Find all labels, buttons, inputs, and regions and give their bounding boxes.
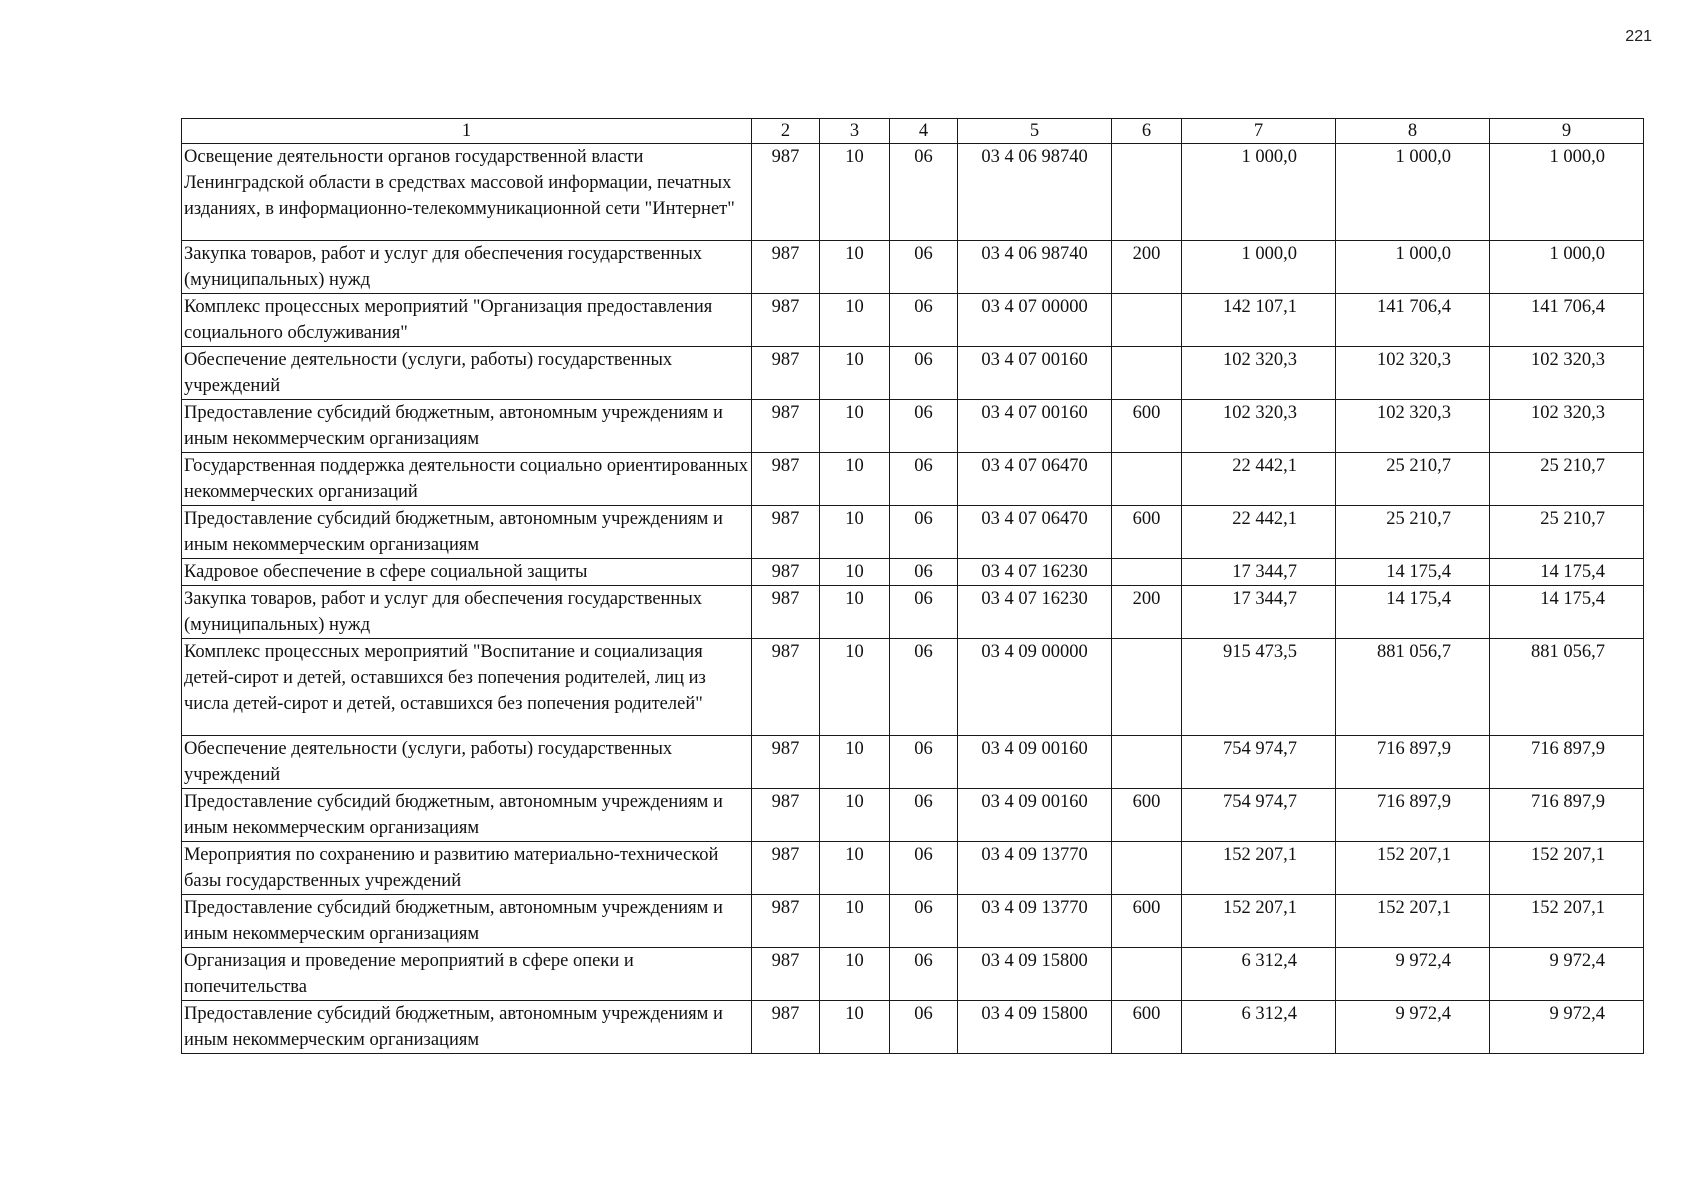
cell-col-8: 141 706,4 [1336, 294, 1490, 347]
cell-col-5: 03 4 09 13770 [958, 895, 1112, 948]
cell-col-9: 102 320,3 [1490, 400, 1644, 453]
cell-col-5: 03 4 09 00000 [958, 639, 1112, 736]
budget-table [181, 118, 1644, 1054]
cell-col-2: 987 [752, 736, 820, 789]
cell-col-3: 10 [820, 506, 890, 559]
cell-col-7: 17 344,7 [1182, 559, 1336, 586]
cell-col-8: 9 972,4 [1336, 948, 1490, 1001]
cell-col-5: 03 4 07 16230 [958, 559, 1112, 586]
cell-col-2: 987 [752, 506, 820, 559]
row-name: Комплекс процессных мероприятий "Воспитание и социализация детей-сирот и детей, оставшихся без попечения родителей, лиц из числа детей-сирот и детей, оставшихся без попечения родителей" [182, 639, 752, 736]
cell-col-7: 6 312,4 [1182, 948, 1336, 1001]
header-col-8: 8 [1336, 119, 1490, 144]
cell-col-7: 102 320,3 [1182, 400, 1336, 453]
row-name: Предоставление субсидий бюджетным, автономным учреждениям и иным некоммерческим организациям [182, 506, 752, 559]
cell-col-5: 03 4 09 00160 [958, 789, 1112, 842]
cell-col-5: 03 4 09 15800 [958, 1001, 1112, 1054]
table-row [182, 895, 1644, 948]
cell-col-3: 10 [820, 241, 890, 294]
cell-col-4: 06 [890, 294, 958, 347]
row-name: Предоставление субсидий бюджетным, автономным учреждениям и иным некоммерческим организациям [182, 1001, 752, 1054]
cell-col-3: 10 [820, 948, 890, 1001]
cell-col-8: 152 207,1 [1336, 895, 1490, 948]
cell-col-9: 102 320,3 [1490, 347, 1644, 400]
row-name: Закупка товаров, работ и услуг для обеспечения государственных (муниципальных) нужд [182, 586, 752, 639]
cell-col-8: 1 000,0 [1336, 241, 1490, 294]
cell-col-2: 987 [752, 639, 820, 736]
cell-col-9: 25 210,7 [1490, 506, 1644, 559]
cell-col-9: 881 056,7 [1490, 639, 1644, 736]
cell-col-6 [1112, 842, 1182, 895]
cell-col-5: 03 4 06 98740 [958, 144, 1112, 241]
cell-col-5: 03 4 09 00160 [958, 736, 1112, 789]
cell-col-5: 03 4 09 13770 [958, 842, 1112, 895]
header-col-4: 4 [890, 119, 958, 144]
cell-col-5: 03 4 09 15800 [958, 948, 1112, 1001]
cell-col-8: 25 210,7 [1336, 506, 1490, 559]
cell-col-5: 03 4 07 06470 [958, 506, 1112, 559]
cell-col-7: 754 974,7 [1182, 789, 1336, 842]
cell-col-2: 987 [752, 1001, 820, 1054]
cell-col-7: 152 207,1 [1182, 895, 1336, 948]
cell-col-8: 716 897,9 [1336, 736, 1490, 789]
table-row [182, 948, 1644, 1001]
cell-col-9: 14 175,4 [1490, 586, 1644, 639]
cell-col-6 [1112, 559, 1182, 586]
cell-col-2: 987 [752, 789, 820, 842]
cell-col-6 [1112, 453, 1182, 506]
cell-col-8: 102 320,3 [1336, 347, 1490, 400]
cell-col-9: 14 175,4 [1490, 559, 1644, 586]
cell-col-4: 06 [890, 241, 958, 294]
cell-col-7: 152 207,1 [1182, 842, 1336, 895]
cell-col-2: 987 [752, 948, 820, 1001]
row-name: Закупка товаров, работ и услуг для обеспечения государственных (муниципальных) нужд [182, 241, 752, 294]
cell-col-8: 25 210,7 [1336, 453, 1490, 506]
cell-col-4: 06 [890, 144, 958, 241]
cell-col-7: 17 344,7 [1182, 586, 1336, 639]
cell-col-6 [1112, 736, 1182, 789]
cell-col-4: 06 [890, 736, 958, 789]
table-row [182, 639, 1644, 736]
row-name: Предоставление субсидий бюджетным, автономным учреждениям и иным некоммерческим организациям [182, 895, 752, 948]
cell-col-6: 600 [1112, 1001, 1182, 1054]
cell-col-9: 152 207,1 [1490, 895, 1644, 948]
table-header-row [182, 119, 1644, 144]
cell-col-7: 142 107,1 [1182, 294, 1336, 347]
cell-col-7: 102 320,3 [1182, 347, 1336, 400]
cell-col-7: 1 000,0 [1182, 144, 1336, 241]
cell-col-3: 10 [820, 895, 890, 948]
cell-col-2: 987 [752, 144, 820, 241]
cell-col-7: 6 312,4 [1182, 1001, 1336, 1054]
cell-col-4: 06 [890, 400, 958, 453]
row-name: Комплекс процессных мероприятий "Организация предоставления социального обслуживания" [182, 294, 752, 347]
cell-col-6 [1112, 347, 1182, 400]
cell-col-2: 987 [752, 586, 820, 639]
cell-col-6 [1112, 294, 1182, 347]
cell-col-6: 600 [1112, 895, 1182, 948]
header-col-9: 9 [1490, 119, 1644, 144]
table-row [182, 294, 1644, 347]
cell-col-3: 10 [820, 347, 890, 400]
cell-col-9: 1 000,0 [1490, 144, 1644, 241]
cell-col-9: 716 897,9 [1490, 736, 1644, 789]
cell-col-6 [1112, 948, 1182, 1001]
cell-col-2: 987 [752, 294, 820, 347]
table-row [182, 506, 1644, 559]
cell-col-5: 03 4 07 06470 [958, 453, 1112, 506]
cell-col-7: 22 442,1 [1182, 453, 1336, 506]
cell-col-4: 06 [890, 559, 958, 586]
table-row [182, 559, 1644, 586]
cell-col-4: 06 [890, 789, 958, 842]
cell-col-6: 600 [1112, 506, 1182, 559]
cell-col-2: 987 [752, 453, 820, 506]
cell-col-3: 10 [820, 586, 890, 639]
table-row [182, 586, 1644, 639]
cell-col-2: 987 [752, 842, 820, 895]
cell-col-4: 06 [890, 347, 958, 400]
table-row [182, 241, 1644, 294]
cell-col-3: 10 [820, 789, 890, 842]
page-number: 221 [1625, 28, 1652, 45]
cell-col-5: 03 4 07 00000 [958, 294, 1112, 347]
row-name: Предоставление субсидий бюджетным, автономным учреждениям и иным некоммерческим организациям [182, 789, 752, 842]
cell-col-3: 10 [820, 453, 890, 506]
cell-col-7: 754 974,7 [1182, 736, 1336, 789]
cell-col-6: 600 [1112, 789, 1182, 842]
cell-col-2: 987 [752, 241, 820, 294]
cell-col-4: 06 [890, 453, 958, 506]
table-row [182, 347, 1644, 400]
cell-col-3: 10 [820, 559, 890, 586]
cell-col-3: 10 [820, 842, 890, 895]
cell-col-9: 9 972,4 [1490, 948, 1644, 1001]
cell-col-2: 987 [752, 347, 820, 400]
table-row [182, 1001, 1644, 1054]
table-row [182, 144, 1644, 241]
header-col-1: 1 [182, 119, 752, 144]
cell-col-6: 200 [1112, 241, 1182, 294]
cell-col-3: 10 [820, 736, 890, 789]
header-col-2: 2 [752, 119, 820, 144]
cell-col-4: 06 [890, 639, 958, 736]
header-col-3: 3 [820, 119, 890, 144]
cell-col-3: 10 [820, 144, 890, 241]
row-name: Предоставление субсидий бюджетным, автономным учреждениям и иным некоммерческим организациям [182, 400, 752, 453]
cell-col-4: 06 [890, 842, 958, 895]
header-col-7: 7 [1182, 119, 1336, 144]
cell-col-3: 10 [820, 1001, 890, 1054]
cell-col-6: 600 [1112, 400, 1182, 453]
cell-col-8: 716 897,9 [1336, 789, 1490, 842]
cell-col-8: 102 320,3 [1336, 400, 1490, 453]
cell-col-8: 1 000,0 [1336, 144, 1490, 241]
cell-col-3: 10 [820, 400, 890, 453]
cell-col-6 [1112, 144, 1182, 241]
row-name: Кадровое обеспечение в сфере социальной защиты [182, 559, 752, 586]
cell-col-5: 03 4 07 16230 [958, 586, 1112, 639]
cell-col-8: 9 972,4 [1336, 1001, 1490, 1054]
table-row [182, 453, 1644, 506]
table-row [182, 736, 1644, 789]
cell-col-4: 06 [890, 1001, 958, 1054]
table-row [182, 789, 1644, 842]
cell-col-7: 1 000,0 [1182, 241, 1336, 294]
table-row [182, 400, 1644, 453]
cell-col-5: 03 4 07 00160 [958, 347, 1112, 400]
cell-col-9: 9 972,4 [1490, 1001, 1644, 1054]
header-col-6: 6 [1112, 119, 1182, 144]
row-name: Обеспечение деятельности (услуги, работы) государственных учреждений [182, 736, 752, 789]
cell-col-8: 14 175,4 [1336, 559, 1490, 586]
cell-col-6: 200 [1112, 586, 1182, 639]
cell-col-5: 03 4 06 98740 [958, 241, 1112, 294]
cell-col-9: 141 706,4 [1490, 294, 1644, 347]
cell-col-2: 987 [752, 400, 820, 453]
budget-table-container [181, 118, 1643, 1054]
cell-col-9: 152 207,1 [1490, 842, 1644, 895]
cell-col-5: 03 4 07 00160 [958, 400, 1112, 453]
cell-col-2: 987 [752, 895, 820, 948]
header-col-5: 5 [958, 119, 1112, 144]
cell-col-6 [1112, 639, 1182, 736]
row-name: Организация и проведение мероприятий в сфере опеки и попечительства [182, 948, 752, 1001]
row-name: Государственная поддержка деятельности социально ориентированных некоммерческих организаций [182, 453, 752, 506]
cell-col-9: 1 000,0 [1490, 241, 1644, 294]
cell-col-3: 10 [820, 639, 890, 736]
row-name: Мероприятия по сохранению и развитию материально-технической базы государственных учреждений [182, 842, 752, 895]
cell-col-8: 152 207,1 [1336, 842, 1490, 895]
cell-col-4: 06 [890, 948, 958, 1001]
cell-col-4: 06 [890, 586, 958, 639]
cell-col-4: 06 [890, 895, 958, 948]
cell-col-7: 915 473,5 [1182, 639, 1336, 736]
cell-col-8: 881 056,7 [1336, 639, 1490, 736]
cell-col-7: 22 442,1 [1182, 506, 1336, 559]
cell-col-2: 987 [752, 559, 820, 586]
cell-col-8: 14 175,4 [1336, 586, 1490, 639]
row-name: Обеспечение деятельности (услуги, работы) государственных учреждений [182, 347, 752, 400]
cell-col-9: 25 210,7 [1490, 453, 1644, 506]
row-name: Освещение деятельности органов государственной власти Ленинградской области в средствах массовой информации, печатных изданиях, в информационно-телекоммуникационной сети "Интернет" [182, 144, 752, 241]
table-row [182, 842, 1644, 895]
cell-col-4: 06 [890, 506, 958, 559]
cell-col-9: 716 897,9 [1490, 789, 1644, 842]
cell-col-3: 10 [820, 294, 890, 347]
